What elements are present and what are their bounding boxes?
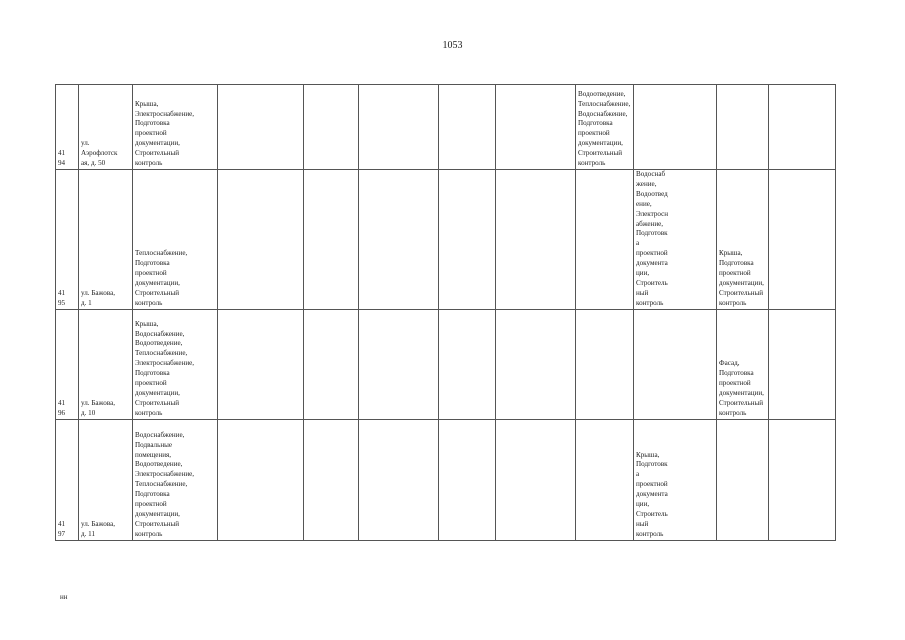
row-number: 41 96	[56, 309, 79, 419]
page-number: 1053	[442, 40, 463, 51]
empty-cell	[304, 85, 359, 170]
empty-cell	[218, 309, 304, 419]
empty-cell	[769, 419, 836, 540]
address-cell: ул. Бажова, д. 11	[79, 419, 133, 540]
empty-cell	[439, 419, 496, 540]
empty-cell	[496, 85, 576, 170]
empty-cell	[218, 419, 304, 540]
works-cell	[717, 419, 769, 540]
empty-cell	[359, 85, 439, 170]
address-cell: ул. Бажова, д. 1	[79, 170, 133, 310]
empty-cell	[769, 85, 836, 170]
works-cell: Крыша, Подготовк а проектной документа ции, Строитель ный контроль	[634, 419, 717, 540]
works-cell: Крыша, Водоснабжение, Водоотведение, Теплоснабжение, Электроснабжение, Подготовка проектной документации, Строительный контроль	[133, 309, 218, 419]
works-cell	[576, 309, 634, 419]
works-cell: Водоотведение, Теплоснабжение, Водоснабжение, Подготовка проектной документации, Строительный контроль	[576, 85, 634, 170]
table-row	[56, 309, 836, 419]
works-cell: Крыша, Электроснабжение, Подготовка проектной документации, Строительный контроль	[133, 85, 218, 170]
row-number: 41 97	[56, 419, 79, 540]
works-cell: Фасад, Подготовка проектной документации, Строительный контроль	[717, 309, 769, 419]
empty-cell	[304, 419, 359, 540]
works-cell: Водоснабжение, Подвальные помещения, Водоотведение, Электроснабжение, Теплоснабжение, Подготовка проектной документации, Строительный контроль	[133, 419, 218, 540]
works-cell	[634, 309, 717, 419]
empty-cell	[359, 170, 439, 310]
empty-cell	[439, 170, 496, 310]
works-cell	[634, 85, 717, 170]
empty-cell	[496, 309, 576, 419]
works-cell: Водоснаб жение, Водоотвед ение, Электросн абжение, Подготовк а проектной документа ции, Строитель ный контроль	[634, 170, 717, 310]
empty-cell	[218, 85, 304, 170]
empty-cell	[769, 309, 836, 419]
table-row	[56, 85, 836, 170]
address-cell: ул. Аэрофлотск ая, д. 50	[79, 85, 133, 170]
works-cell	[717, 85, 769, 170]
empty-cell	[359, 419, 439, 540]
works-cell: Крыша, Подготовка проектной документации, Строительный контроль	[717, 170, 769, 310]
works-cell: Теплоснабжение, Подготовка проектной документации, Строительный контроль	[133, 170, 218, 310]
table-row	[56, 419, 836, 540]
empty-cell	[439, 309, 496, 419]
row-number: 41 94	[56, 85, 79, 170]
footer-mark: нн	[60, 593, 68, 601]
empty-cell	[496, 419, 576, 540]
works-cell	[576, 170, 634, 310]
repair-register-table	[55, 84, 836, 541]
empty-cell	[304, 170, 359, 310]
empty-cell	[218, 170, 304, 310]
empty-cell	[496, 170, 576, 310]
table-row	[56, 170, 836, 310]
empty-cell	[359, 309, 439, 419]
empty-cell	[439, 85, 496, 170]
address-cell: ул. Бажова, д. 10	[79, 309, 133, 419]
row-number: 41 95	[56, 170, 79, 310]
empty-cell	[304, 309, 359, 419]
empty-cell	[769, 170, 836, 310]
works-cell	[576, 419, 634, 540]
